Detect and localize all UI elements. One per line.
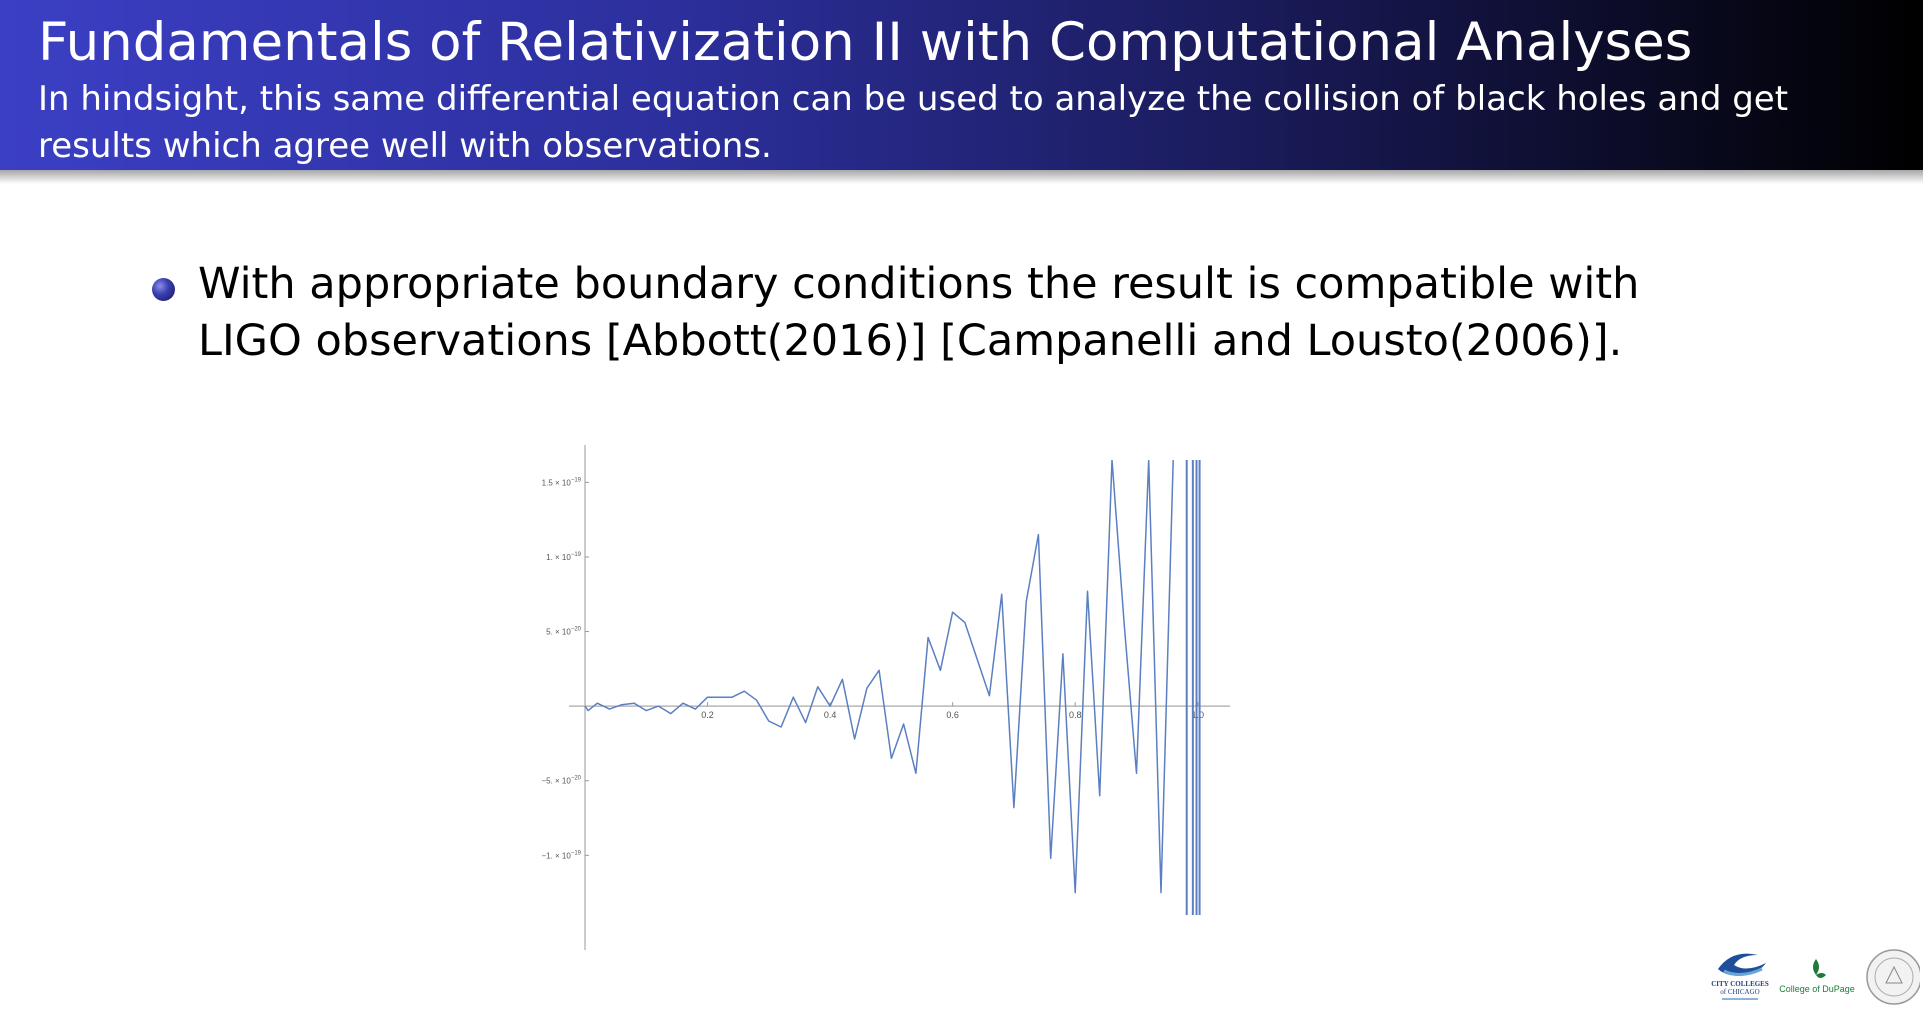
logos <box>1710 945 1920 1010</box>
city-colleges-subtext: of CHICAGO <box>1720 988 1760 996</box>
city-colleges-logo <box>1711 954 1769 1000</box>
y-tick-label: 1. × $10^{-19}$ <box>546 551 581 562</box>
y-tick-label: −1. × $10^{-19}$ <box>541 850 581 861</box>
x-tick-label: 0.2 <box>701 710 714 721</box>
y-tick-label: −5. × $10^{-20}$ <box>541 775 581 786</box>
bullet-text: With appropriate boundary conditions the result is compatible with LIGO observations [Abbott(2016)] [Campanelli and Lousto(2006)]. <box>198 259 1640 366</box>
dupage-text: College of DuPage <box>1779 984 1855 994</box>
slide-title: Fundamentals of Relativization II with Computational Analyses <box>38 12 1693 73</box>
x-tick-label: 0.8 <box>1068 710 1082 721</box>
header-shadow <box>0 170 1923 184</box>
city-colleges-text: CITY COLLEGES <box>1711 980 1769 988</box>
x-tick-label: 0.4 <box>823 710 837 721</box>
y-tick-label: $1.5 \times 10^{-19}$ <box>541 477 581 488</box>
series-line <box>585 460 1173 893</box>
slide-subtitle: In hindsight, this same differential equation can be used to analyze the collision of black holes and get results which agree well with observations. <box>38 79 1789 166</box>
line-chart <box>525 445 1385 950</box>
slide-header <box>0 0 1923 170</box>
y-tick-label: 5. × $10^{-20}$ <box>546 626 581 637</box>
university-seal-icon <box>1867 950 1920 1004</box>
x-tick-label: 0.6 <box>946 710 959 721</box>
x-tick-label: 1.0 <box>1191 710 1205 721</box>
dupage-logo <box>1779 959 1855 994</box>
bullet-icon <box>152 278 175 301</box>
